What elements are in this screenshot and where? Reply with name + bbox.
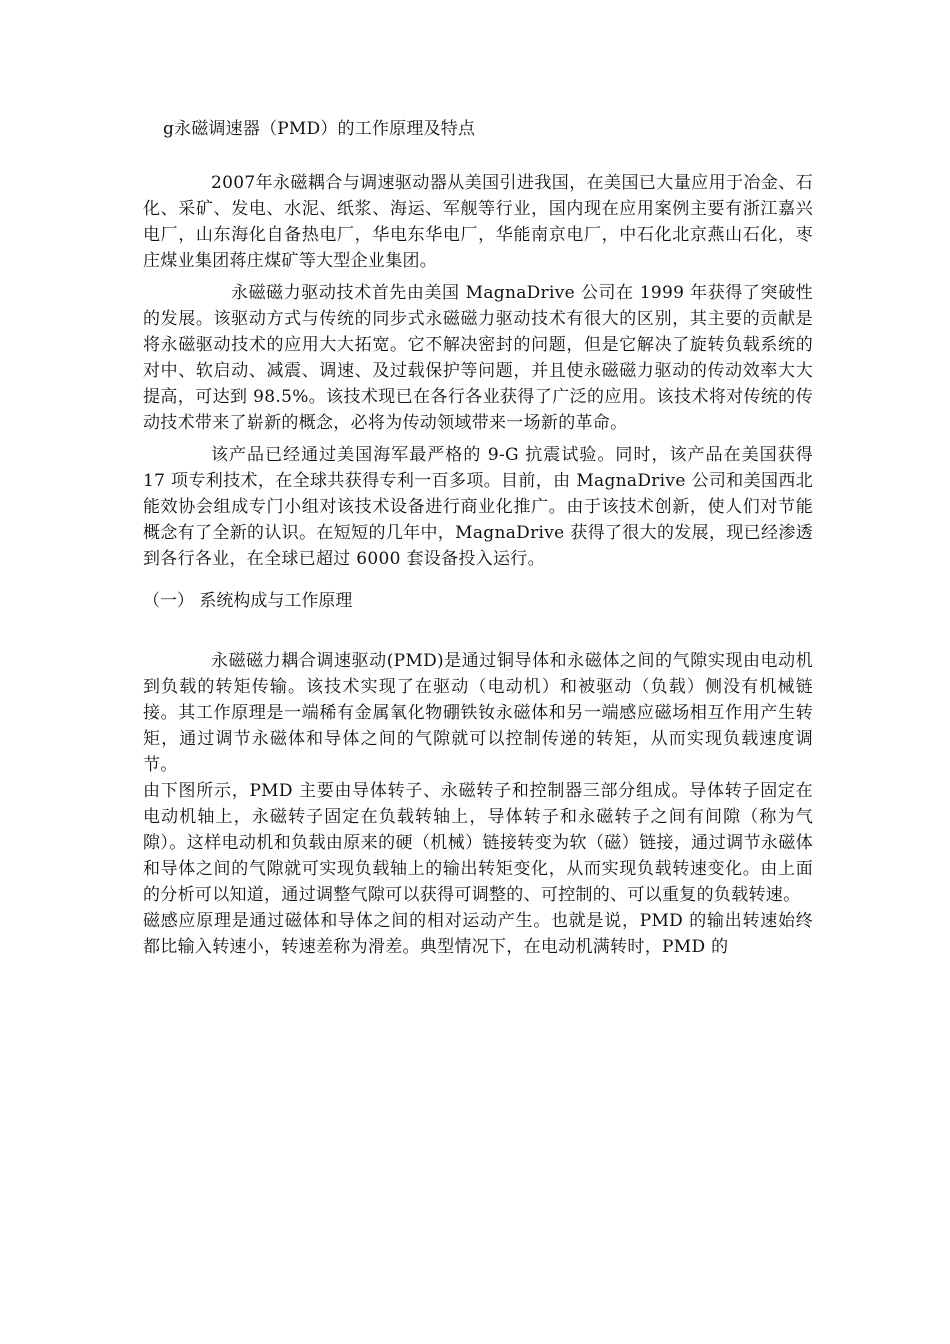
- document-title: g永磁调速器（PMD）的工作原理及特点: [163, 119, 476, 139]
- paragraph-intro: 2007年永磁耦合与调速驱动器从美国引进我国，在美国已大量应用于冶金、石化、采矿、发电、水泥、纸浆、海运、军舰等行业，国内现在应用案例主要有浙江嘉兴电厂，山东海化自备热电厂，华电东华电厂，华能南京电厂，中石化北京燕山石化，枣庄煤业集团蒋庄煤矿等大型企业集团。: [143, 173, 813, 271]
- paragraph-technology: 永磁磁力驱动技术首先由美国 MagnaDrive 公司在 1999 年获得了突破性的发展。该驱动方式与传统的同步式永磁磁力驱动技术有很大的区别，其主要的贡献是将永磁驱动技术的应用大大拓宽。它不解决密封的问题，但是它解决了旋转负载系统的对中、软启动、减震、调速、及过载保护等问题，并且使永磁磁力驱动的传动效率大大提高，可达到 98.5%。该技术现已在各行各业获得了广泛的应用。该技术将对传统的传动技术带来了崭新的概念，必将为传动领域带来一场新的革命。: [143, 283, 813, 433]
- section-heading: （一） 系统构成与工作原理: [143, 591, 353, 611]
- document-body: [143, 116, 813, 960]
- paragraph-induction: 磁感应原理是通过磁体和导体之间的相对运动产生。也就是说，PMD 的输出转速始终都比输入转速小，转速差称为滑差。典型情况下，在电动机满转时，PMD 的: [143, 911, 813, 957]
- paragraph-components: 由下图所示，PMD 主要由导体转子、永磁转子和控制器三部分组成。导体转子固定在电动机轴上，永磁转子固定在负载转轴上，导体转子和永磁转子之间有间隙（称为气隙）。这样电动机和负载由原来的硬（机械）链接转变为软（磁）链接，通过调节永磁体和导体之间的气隙就可实现负载轴上的输出转矩变化，从而实现负载转速变化。由上面的分析可以知道，通过调整气隙可以获得可调整的、可控制的、可以重复的负载转速。: [143, 781, 813, 905]
- paragraph-principle: 永磁磁力耦合调速驱动(PMD)是通过铜导体和永磁体之间的气隙实现由电动机到负载的转矩传输。该技术实现了在驱动（电动机）和被驱动（负载）侧没有机械链接。其工作原理是一端稀有金属氧化物硼铁钕永磁体和另一端感应磁场相互作用产生转矩，通过调节永磁体和导体之间的气隙就可以控制传递的转矩，从而实现负载速度调节。: [143, 651, 813, 775]
- paragraph-product: 该产品已经通过美国海军最严格的 9-G 抗震试验。同时，该产品在美国获得 17 项专利技术，在全球共获得专利一百多项。目前，由 MagnaDrive 公司和美国西北能效协会组成专门小组对该技术设备进行商业化推广。由于该技术创新，使人们对节能概念有了全新的认识。在短短的几年中，MagnaDrive 获得了很大的发展，现已经渗透到各行各业，在全球已超过 6000 套设备投入运行。: [143, 445, 813, 569]
